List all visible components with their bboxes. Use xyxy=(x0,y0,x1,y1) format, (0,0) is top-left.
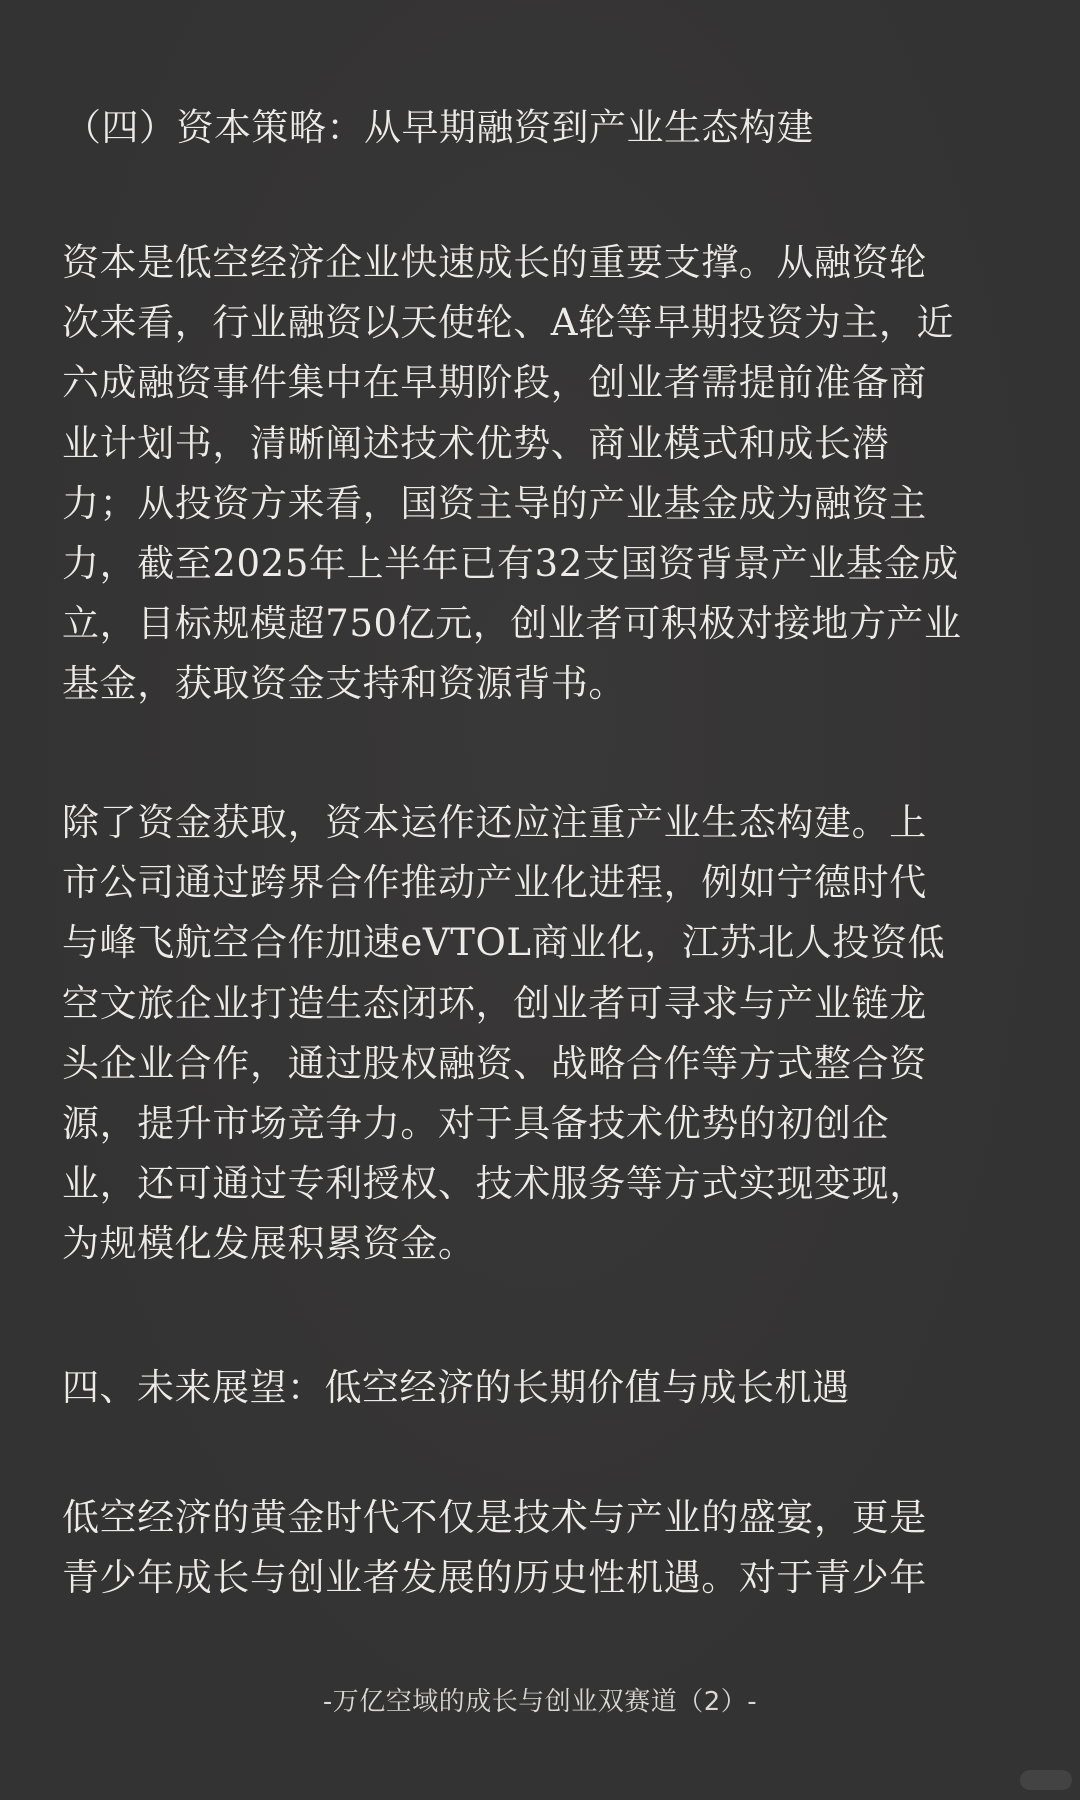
paragraph-line: 基金，获取资金支持和资源背书。 xyxy=(62,662,626,706)
paragraph-line: 市公司通过跨界合作推动产业化进程，例如宁德时代 xyxy=(62,861,927,905)
paragraph-line: 力，截至2025年上半年已有32支国资背景产业基金成 xyxy=(62,542,959,586)
paragraph-ecosystem xyxy=(62,793,1032,1275)
paragraph-line: 空文旅企业打造生态闭环，创业者可寻求与产业链龙 xyxy=(62,981,927,1025)
paragraph-line: 立，目标规模超750亿元，创业者可积极对接地方产业 xyxy=(62,602,962,646)
section-subheading: （四）资本策略：从早期融资到产业生态构建 xyxy=(64,106,814,149)
paragraph-line: 与峰飞航空合作加速eVTOL商业化，江苏北人投资低 xyxy=(62,921,946,965)
paragraph-line: 力；从投资方来看，国资主导的产业基金成为融资主 xyxy=(62,481,927,525)
paragraph-line: 业，还可通过专利授权、技术服务等方式实现变现， xyxy=(62,1162,927,1206)
paragraph-outlook xyxy=(62,1488,1032,1608)
paragraph-line: 六成融资事件集中在早期阶段，创业者需提前准备商 xyxy=(62,361,927,405)
paragraph-line: 低空经济的黄金时代不仅是技术与产业的盛宴，更是 xyxy=(62,1496,927,1539)
section-heading: 四、未来展望：低空经济的长期价值与成长机遇 xyxy=(62,1366,850,1409)
paragraph-line: 源，提升市场竞争力。对于具备技术优势的初创企 xyxy=(62,1102,890,1146)
paragraph-capital xyxy=(62,233,1032,715)
watermark-badge xyxy=(1020,1770,1072,1790)
footer-caption: -万亿空域的成长与创业双赛道（2）- xyxy=(322,1687,758,1717)
paragraph-line: 次来看，行业融资以天使轮、A轮等早期投资为主，近 xyxy=(62,301,955,345)
paragraph-line: 头企业合作，通过股权融资、战略合作等方式整合资 xyxy=(62,1041,927,1085)
paragraph-line: 除了资金获取，资本运作还应注重产业生态构建。上 xyxy=(62,801,927,844)
paragraph-line: 为规模化发展积累资金。 xyxy=(62,1222,476,1266)
paragraph-line: 资本是低空经济企业快速成长的重要支撑。从融资轮 xyxy=(62,241,927,284)
paragraph-line: 青少年成长与创业者发展的历史性机遇。对于青少年 xyxy=(62,1556,927,1600)
paragraph-line: 业计划书，清晰阐述技术优势、商业模式和成长潜 xyxy=(62,421,890,465)
